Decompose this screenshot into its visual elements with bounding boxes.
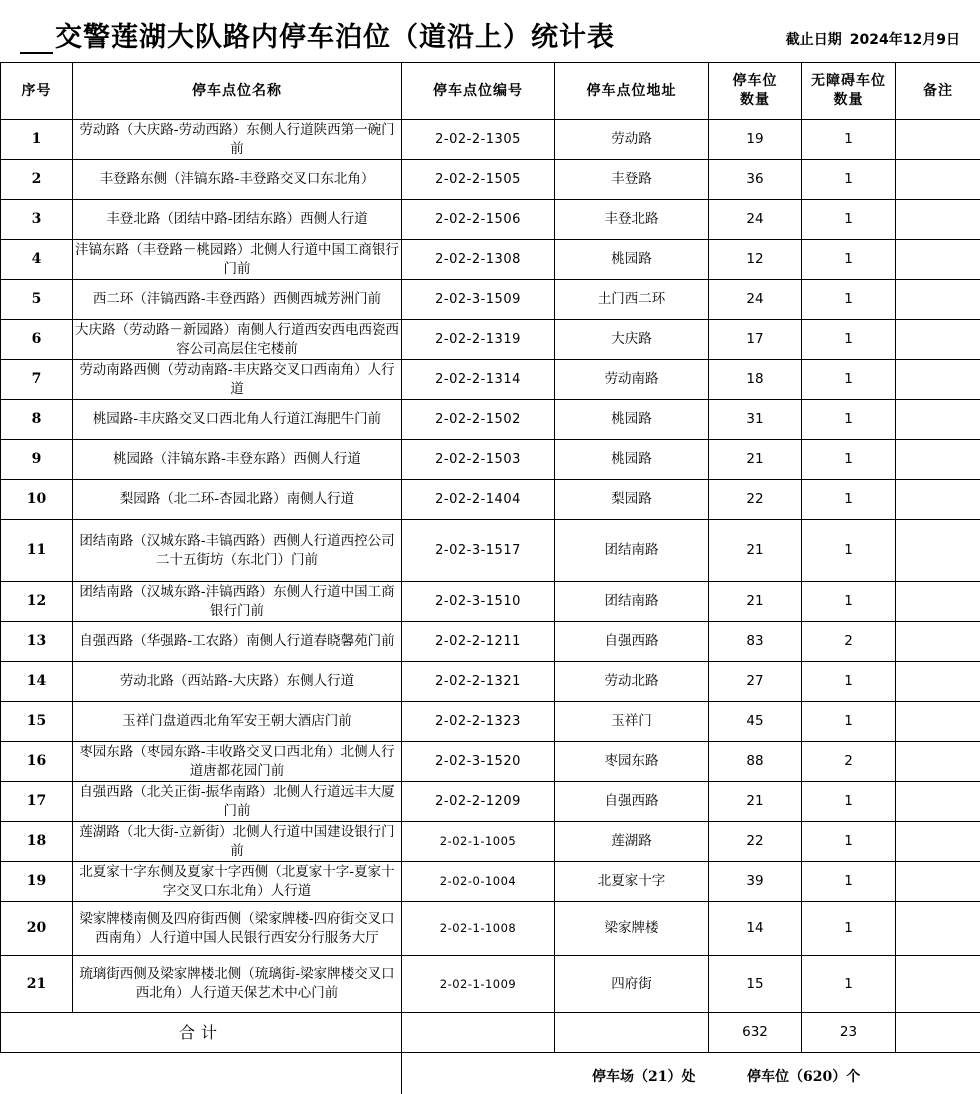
accessible-count: 1 [802, 480, 896, 520]
table-row [1, 902, 980, 956]
location-code: 2-02-2-1404 [402, 480, 555, 520]
location-name: 梨园路（北二环-杏园北路）南侧人行道 [73, 480, 402, 520]
location-name: 丰登路东侧（沣镐东路-丰登路交叉口东北角） [73, 160, 402, 200]
table-row [1, 160, 980, 200]
parking-count: 22 [709, 480, 802, 520]
note [896, 120, 980, 160]
table-row [1, 200, 980, 240]
parking-count: 83 [709, 622, 802, 662]
note [896, 582, 980, 622]
accessible-count: 1 [802, 240, 896, 280]
table-row [1, 240, 980, 280]
table-row [1, 280, 980, 320]
location-name: 莲湖路（北大街-立新街）北侧人行道中国建设银行门前 [73, 822, 402, 862]
note [896, 520, 980, 582]
col-header-no: 序号 [1, 63, 73, 120]
location-code: 2-02-1-1009 [402, 956, 555, 1013]
location-address: 自强西路 [555, 622, 709, 662]
page-title-text: 交警莲湖大队路内停车泊位（道沿上）统计表 [55, 22, 615, 53]
location-address: 枣园东路 [555, 742, 709, 782]
note [896, 360, 980, 400]
parking-count: 14 [709, 902, 802, 956]
parking-count: 45 [709, 702, 802, 742]
location-address: 桃园路 [555, 240, 709, 280]
row-number: 10 [1, 480, 73, 520]
row-number: 20 [1, 902, 73, 956]
accessible-count: 1 [802, 822, 896, 862]
accessible-count: 1 [802, 956, 896, 1013]
location-address: 玉祥门 [555, 702, 709, 742]
parking-count: 22 [709, 822, 802, 862]
location-address: 团结南路 [555, 520, 709, 582]
location-name: 自强西路（北关正街-振华南路）北侧人行道远丰大厦门前 [73, 782, 402, 822]
location-name: 大庆路（劳动路－新园路）南侧人行道西安西电西瓷西容公司高层住宅楼前 [73, 320, 402, 360]
accessible-count: 1 [802, 200, 896, 240]
note [896, 702, 980, 742]
parking-count: 12 [709, 240, 802, 280]
location-code: 2-02-2-1506 [402, 200, 555, 240]
location-code: 2-02-2-1502 [402, 400, 555, 440]
accessible-count: 1 [802, 280, 896, 320]
col-header-code: 停车点位编号 [402, 63, 555, 120]
summary-footer [401, 1053, 980, 1094]
accessible-count: 2 [802, 622, 896, 662]
table-row [1, 360, 980, 400]
parking-count: 24 [709, 200, 802, 240]
note [896, 280, 980, 320]
location-code: 2-02-2-1319 [402, 320, 555, 360]
row-number: 12 [1, 582, 73, 622]
location-address: 劳动南路 [555, 360, 709, 400]
location-address: 劳动北路 [555, 662, 709, 702]
location-code: 2-02-1-1005 [402, 822, 555, 862]
parking-count: 31 [709, 400, 802, 440]
row-number: 3 [1, 200, 73, 240]
row-number: 14 [1, 662, 73, 702]
accessible-count: 1 [802, 400, 896, 440]
location-address: 北夏家十字 [555, 862, 709, 902]
note [896, 480, 980, 520]
note [896, 160, 980, 200]
note [896, 400, 980, 440]
total-address-empty [555, 1013, 709, 1053]
parking-count: 18 [709, 360, 802, 400]
accessible-count: 1 [802, 520, 896, 582]
location-code: 2-02-0-1004 [402, 862, 555, 902]
table-row [1, 742, 980, 782]
accessible-count: 1 [802, 360, 896, 400]
location-code: 2-02-1-1008 [402, 902, 555, 956]
row-number: 9 [1, 440, 73, 480]
parking-count: 36 [709, 160, 802, 200]
location-address: 四府街 [555, 956, 709, 1013]
accessible-count: 1 [802, 320, 896, 360]
table-row [1, 622, 980, 662]
location-name: 西二环（沣镐西路-丰登西路）西侧西城芳洲门前 [73, 280, 402, 320]
location-address: 桃园路 [555, 400, 709, 440]
total-code-empty [402, 1013, 555, 1053]
location-code: 2-02-2-1503 [402, 440, 555, 480]
location-name: 丰登北路（团结中路-团结东路）西侧人行道 [73, 200, 402, 240]
location-address: 桃园路 [555, 440, 709, 480]
location-name: 梁家牌楼南侧及四府街西侧（梁家牌楼-四府街交叉口西南角）人行道中国人民银行西安分行服务大厅 [73, 902, 402, 956]
parking-count: 27 [709, 662, 802, 702]
total-note-empty [896, 1013, 980, 1053]
table-header-row [1, 63, 980, 120]
note [896, 862, 980, 902]
col-header-address: 停车点位地址 [555, 63, 709, 120]
accessible-count: 1 [802, 702, 896, 742]
table-row [1, 782, 980, 822]
accessible-count: 1 [802, 862, 896, 902]
location-name: 桃园路-丰庆路交叉口西北角人行道江海肥牛门前 [73, 400, 402, 440]
table-row [1, 862, 980, 902]
location-address: 丰登北路 [555, 200, 709, 240]
note [896, 320, 980, 360]
cutoff-value: 2024年12月9日 [849, 32, 960, 48]
parking-table [0, 62, 980, 1053]
note [896, 902, 980, 956]
row-number: 7 [1, 360, 73, 400]
row-number: 6 [1, 320, 73, 360]
note [896, 200, 980, 240]
location-name: 团结南路（汉城东路-沣镐西路）东侧人行道中国工商银行门前 [73, 582, 402, 622]
location-code: 2-02-2-1314 [402, 360, 555, 400]
total-spots: 632 [709, 1013, 802, 1053]
location-code: 2-02-3-1520 [402, 742, 555, 782]
table-row [1, 822, 980, 862]
location-name: 自强西路（华强路-工农路）南侧人行道春晓馨苑门前 [73, 622, 402, 662]
row-number: 5 [1, 280, 73, 320]
parking-count: 88 [709, 742, 802, 782]
location-address: 丰登路 [555, 160, 709, 200]
table-row [1, 662, 980, 702]
location-address: 团结南路 [555, 582, 709, 622]
location-address: 自强西路 [555, 782, 709, 822]
note [896, 622, 980, 662]
parking-count: 21 [709, 520, 802, 582]
note [896, 662, 980, 702]
location-address: 梨园路 [555, 480, 709, 520]
table-row [1, 520, 980, 582]
row-number: 21 [1, 956, 73, 1013]
location-code: 2-02-2-1209 [402, 782, 555, 822]
row-number: 4 [1, 240, 73, 280]
parking-count: 21 [709, 582, 802, 622]
parking-count: 21 [709, 440, 802, 480]
location-name: 团结南路（汉城东路-丰镐西路）西侧人行道西控公司二十五街坊（东北门）门前 [73, 520, 402, 582]
summary-spaces: 停车位（620）个 [747, 1069, 861, 1085]
location-name: 劳动路（大庆路-劳动西路）东侧人行道陕西第一碗门前 [73, 120, 402, 160]
location-code: 2-02-2-1321 [402, 662, 555, 702]
table-row [1, 480, 980, 520]
row-number: 1 [1, 120, 73, 160]
accessible-count: 1 [802, 120, 896, 160]
col-header-note: 备注 [896, 63, 980, 120]
location-code: 2-02-3-1510 [402, 582, 555, 622]
location-address: 大庆路 [555, 320, 709, 360]
location-name: 玉祥门盘道西北角军安王朝大酒店门前 [73, 702, 402, 742]
location-code: 2-02-2-1211 [402, 622, 555, 662]
note [896, 440, 980, 480]
location-address: 莲湖路 [555, 822, 709, 862]
location-code: 2-02-2-1323 [402, 702, 555, 742]
parking-count: 39 [709, 862, 802, 902]
table-row [1, 320, 980, 360]
parking-count: 19 [709, 120, 802, 160]
cutoff-date [786, 29, 960, 49]
location-address: 梁家牌楼 [555, 902, 709, 956]
col-header-name: 停车点位名称 [73, 63, 402, 120]
col-header-spots: 停车位数量 [709, 63, 802, 120]
row-number: 15 [1, 702, 73, 742]
location-code: 2-02-2-1305 [402, 120, 555, 160]
location-code: 2-02-2-1308 [402, 240, 555, 280]
row-number: 13 [1, 622, 73, 662]
total-label: 合计 [1, 1013, 402, 1053]
table-row [1, 702, 980, 742]
location-name: 琉璃街西侧及梁家牌楼北侧（琉璃街-梁家牌楼交叉口西北角）人行道天保艺术中心门前 [73, 956, 402, 1013]
row-number: 17 [1, 782, 73, 822]
location-code: 2-02-3-1509 [402, 280, 555, 320]
location-name: 枣园东路（枣园东路-丰收路交叉口西北角）北侧人行道唐都花园门前 [73, 742, 402, 782]
parking-count: 21 [709, 782, 802, 822]
location-address: 劳动路 [555, 120, 709, 160]
row-number: 2 [1, 160, 73, 200]
accessible-count: 1 [802, 662, 896, 702]
parking-count: 24 [709, 280, 802, 320]
table-row [1, 956, 980, 1013]
location-code: 2-02-2-1505 [402, 160, 555, 200]
cutoff-label: 截止日期 [785, 32, 842, 48]
note [896, 240, 980, 280]
table-row [1, 582, 980, 622]
parking-count: 17 [709, 320, 802, 360]
row-number: 11 [1, 520, 73, 582]
table-row [1, 120, 980, 160]
location-name: 桃园路（沣镐东路-丰登东路）西侧人行道 [73, 440, 402, 480]
page-title [20, 15, 615, 54]
note [896, 782, 980, 822]
location-name: 劳动南路西侧（劳动南路-丰庆路交叉口西南角）人行道 [73, 360, 402, 400]
summary-lots: 停车场（21）处 [592, 1069, 696, 1085]
total-row [1, 1013, 980, 1053]
location-name: 劳动北路（西站路-大庆路）东侧人行道 [73, 662, 402, 702]
location-code: 2-02-3-1517 [402, 520, 555, 582]
row-number: 8 [1, 400, 73, 440]
location-name: 沣镐东路（丰登路－桃园路）北侧人行道中国工商银行门前 [73, 240, 402, 280]
location-name: 北夏家十字东侧及夏家十字西侧（北夏家十字-夏家十字交叉口东北角）人行道 [73, 862, 402, 902]
row-number: 16 [1, 742, 73, 782]
accessible-count: 1 [802, 440, 896, 480]
row-number: 19 [1, 862, 73, 902]
parking-count: 15 [709, 956, 802, 1013]
title-bar [0, 0, 980, 62]
table-row [1, 400, 980, 440]
location-address: 土门西二环 [555, 280, 709, 320]
accessible-count: 1 [802, 160, 896, 200]
total-accessible: 23 [802, 1013, 896, 1053]
note [896, 822, 980, 862]
table-row [1, 440, 980, 480]
accessible-count: 1 [802, 582, 896, 622]
col-header-accessible: 无障碍车位数量 [802, 63, 896, 120]
accessible-count: 2 [802, 742, 896, 782]
accessible-count: 1 [802, 782, 896, 822]
row-number: 18 [1, 822, 73, 862]
note [896, 956, 980, 1013]
accessible-count: 1 [802, 902, 896, 956]
note [896, 742, 980, 782]
